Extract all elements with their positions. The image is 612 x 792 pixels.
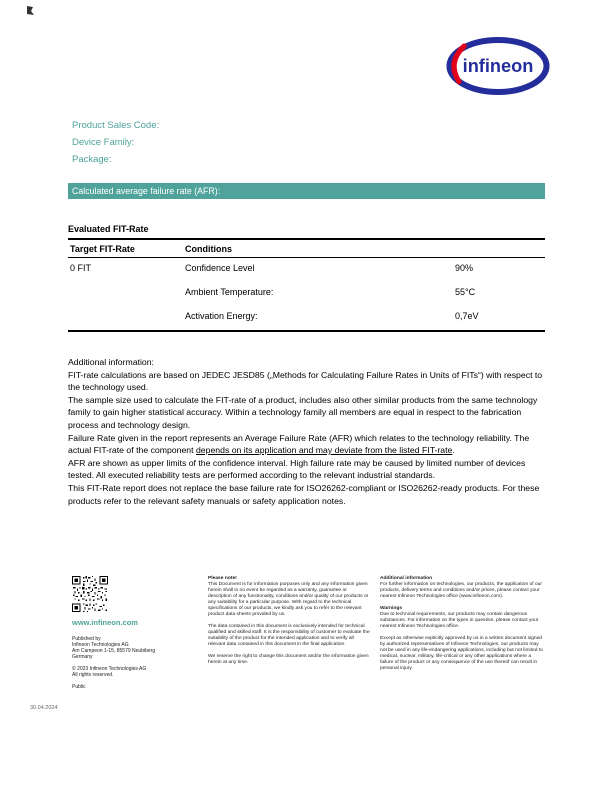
registration-mark bbox=[26, 3, 35, 14]
body-text-underlined: depends on its application and may deviate from the listed FIT-rate bbox=[195, 445, 453, 456]
afr-banner: Calculated average failure rate (AFR): bbox=[68, 183, 545, 199]
table-row bbox=[68, 282, 545, 306]
additional-information-footer-title: Additional information bbox=[380, 576, 433, 581]
legal-paragraph: This Document is for information purposes only and any information given herein shall in no event be regarded as a warranty, guarantee or description of any functionality, conditions and/or quality of our products or any suitability for a particular purpose. With regard to the technical specifications of our products, we kindly ask you to refer to the relevant product data sheets provided by us. bbox=[208, 582, 369, 617]
product-sales-code-label: Product Sales Code: bbox=[72, 120, 160, 131]
fit-table-section-title: Evaluated FIT-Rate bbox=[68, 224, 149, 234]
classification-label: Public bbox=[72, 684, 86, 690]
additional-information-title: Additional information: bbox=[68, 357, 154, 367]
legal-paragraph: We reserve the right to change this document and/or the information given herein at any time. bbox=[208, 654, 369, 665]
publisher-block bbox=[72, 636, 202, 660]
publisher-address: Am Campeon 1-15, 85579 Neubiberg bbox=[72, 648, 156, 654]
body-paragraph: This FIT-Rate report does not replace the base failure rate for ISO26262-compliant or ISO26262-ready products. For these products refer to the relevant safety manuals or safety application notes. bbox=[68, 482, 540, 506]
col-header-target-fit-rate: Target FIT-Rate bbox=[70, 243, 135, 254]
body-text: Failure Rate given in the report represents an Average Failure Rate (AFR) which relates to the technology reliability. The actual FIT-rate of the component bbox=[68, 432, 530, 456]
body-paragraph: AFR are shown as upper limits of the confidence interval. High failure rate may be caused by limited number of devices tested. All executed reliability tests are performed according to the relevant industrial standards. bbox=[68, 457, 526, 481]
header-fields bbox=[72, 117, 159, 168]
legal-paragraph: Due to technical requirements, our products may contain dangerous substances. For information on the types in question, please contact your nearest Infineon Technologies office. bbox=[380, 612, 539, 629]
body-paragraph: The sample size used to calculate the FIT-rate of a product, includes also other similar products from the same technology family to gain higher statistical accuracy. Within a technology family all members are equal in respect to the fabrication process and technology design. bbox=[68, 394, 538, 430]
legal-paragraph: The data contained in this document is exclusively intended for technical qualified and skilled staff. It is the responsibility of customer to evaluate the suitability of the product for the intended application and to verify all relevant data contained in this document in the final application. bbox=[208, 624, 370, 647]
table-row bbox=[68, 306, 545, 330]
body-paragraph bbox=[68, 432, 545, 457]
col-header-conditions: Conditions bbox=[185, 243, 232, 254]
publisher-country: Germany bbox=[72, 654, 93, 660]
additional-information-block bbox=[68, 356, 545, 507]
please-note-title: Please note! bbox=[208, 576, 237, 581]
document-date: 30.04.2024 bbox=[30, 705, 58, 711]
fit-table-header-row bbox=[68, 240, 545, 258]
logo-text: infineon bbox=[462, 56, 534, 77]
condition-label: Confidence Level bbox=[185, 263, 255, 273]
copyright-line: © 2023 Infineon Technologies AG bbox=[72, 666, 147, 672]
footer-legal-column bbox=[208, 576, 370, 672]
table-row bbox=[68, 258, 545, 282]
condition-value: 0,7eV bbox=[455, 311, 479, 321]
warnings-title: Warnings bbox=[380, 606, 403, 611]
body-text: . bbox=[452, 445, 455, 456]
infineon-logo bbox=[446, 34, 550, 98]
footer-publisher-column bbox=[72, 576, 202, 690]
condition-value: 55°C bbox=[455, 287, 476, 297]
condition-label: Activation Energy: bbox=[185, 311, 258, 321]
footer-warnings-column bbox=[380, 576, 545, 678]
device-family-label: Device Family: bbox=[72, 137, 135, 148]
target-fit-rate-value: 0 FIT bbox=[70, 263, 92, 273]
legal-paragraph: Except as otherwise explicitly approved by us in a written document signed by authorized representatives of Infineon Technologies, our products may not be used in any life-endangering applications, including but not limited to medical, nuclear, military, life-critical or any other applications where a failure of the product or any consequence of the use thereof can result in personal injury. bbox=[380, 636, 543, 671]
qr-code bbox=[72, 576, 108, 612]
fit-table bbox=[68, 238, 545, 332]
package-label: Package: bbox=[72, 154, 112, 165]
condition-value: 90% bbox=[455, 263, 474, 273]
rights-line: All rights reserved. bbox=[72, 672, 114, 678]
condition-label: Ambient Temperature: bbox=[185, 287, 274, 297]
legal-paragraph: For further information on technologies, our products, the application of our products, delivery terms and conditions and/or prices, please contact your nearest Infineon Technologies office (www.infineon.com). bbox=[380, 582, 543, 599]
publisher-company: Infineon Technologies AG bbox=[72, 642, 129, 648]
published-by-label: Published by bbox=[72, 636, 101, 642]
body-paragraph: FIT-rate calculations are based on JEDEC JESD85 („Methods for Calculating Failure Rates in Units of FITs“) with respect to the technology used. bbox=[68, 369, 543, 393]
copyright-block bbox=[72, 666, 202, 678]
infineon-website-link[interactable]: www.infineon.com bbox=[72, 618, 138, 627]
